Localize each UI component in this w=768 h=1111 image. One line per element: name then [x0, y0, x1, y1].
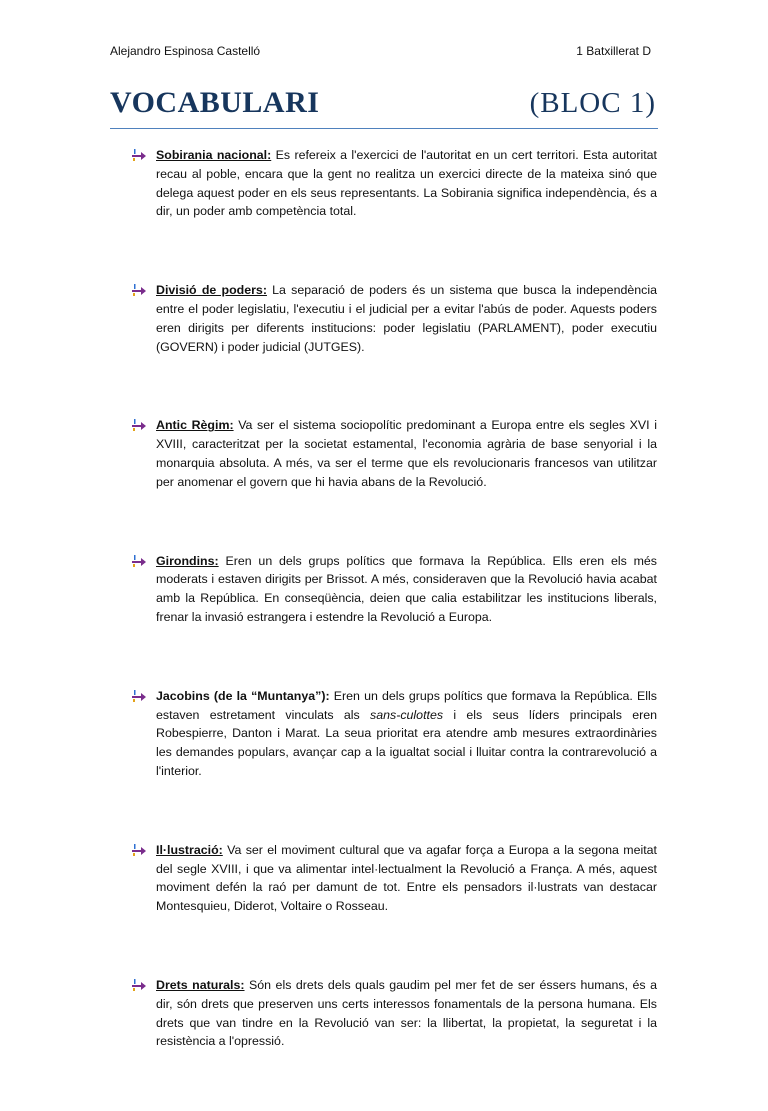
- arrow-bullet-icon: [132, 979, 146, 991]
- vocabulary-list: [156, 146, 657, 1111]
- entry-term: Antic Règim:: [156, 418, 234, 433]
- vocabulary-entry: [156, 552, 657, 627]
- arrow-bullet-icon: [132, 555, 146, 567]
- entry-definition: La separació de poders és un sistema que busca la independència entre el poder legislatiu, l'executiu i el judicial per a evitar l'abús de poder. Aquests poders eren dirigits per diferents institucions: poder legislatiu (PARLAMENT), poder executiu (GOVERN) i poder judicial (JUTGES).: [156, 283, 657, 354]
- entry-term: Sobirania nacional:: [156, 148, 272, 162]
- vocabulary-entry: [156, 687, 657, 781]
- entry-term: Jacobins (de la “Muntanya”):: [156, 688, 330, 703]
- entry-definition: Eren un dels grups polítics que formava la República. Ells estaven estretament vinculats als: [156, 688, 657, 722]
- vocabulary-entry: [156, 281, 657, 356]
- vocabulary-entry: [156, 416, 657, 491]
- arrow-bullet-icon: [132, 844, 146, 856]
- entry-definition: Es refereix a l'exercici de l'autoritat en un cert territori. Esta autoritat recau al poble, encara que la gent no realitza un exercici directe de la mateixa sinó que delega aquest poder en els seus representants. La Sobirania significa independència, és a dir, un poder amb competència total.: [156, 148, 658, 219]
- arrow-bullet-icon: [132, 284, 146, 296]
- entry-term: Divisió de poders:: [156, 283, 267, 298]
- entry-definition: Va ser el sistema sociopolític predominant a Europa entre els segles XVI i XVIII, caracteritzat per la societat estamental, l'economia agrària de base senyorial i la monarquia absoluta. A més, va ser el terme que els revolucionaris francesos van utilitzar per anomenar el govern que hi havia abans de la Revolució.: [156, 418, 657, 489]
- entry-definition: Són els drets dels quals gaudim pel mer fet de ser éssers humans, és a dir, són drets que preserven uns certs interessos fonamentals de la persona humana. Els drets que van tindre en la Revolució van ser: la llibertat, la propietat, la seguretat i la resistència a l'opressió.: [156, 977, 658, 1049]
- course-label: 1 Batxillerat D: [576, 44, 651, 58]
- arrow-bullet-icon: [132, 149, 146, 161]
- bloc-label: (BLOC 1): [529, 87, 656, 119]
- arrow-bullet-icon: [132, 419, 146, 431]
- title-row: [110, 86, 656, 126]
- title-underline: [110, 128, 658, 129]
- vocabulary-entry: [156, 841, 657, 916]
- author-name: Alejandro Espinosa Castelló: [110, 44, 261, 58]
- entry-term: Drets naturals:: [156, 977, 245, 992]
- entry-definition-rest: i els seus líders principals eren Robespierre, Danton i Marat. La seua prioritat era atendre amb mesures extraordinàries les demandes populars, avançar cap a la igualtat social i lluitar contra la contrarevolució a l'interior.: [156, 707, 658, 778]
- entry-term: Girondins:: [156, 553, 219, 568]
- vocabulary-entry: [156, 976, 657, 1051]
- arrow-bullet-icon: [132, 690, 146, 702]
- entry-definition: Eren un dels grups polítics que formava la República. Ells eren els més moderats i estaven dirigits per Brissot. A més, consideraven que la Revolució havia acabat amb la República. En conseqüència, deien que calia estabilitzar les institucions liberals, frenar la invasió estrangera i estendre la Revolució a Europa.: [156, 553, 657, 624]
- entry-term: Il·lustració:: [156, 842, 223, 857]
- entry-definition-italic: sans-culottes: [370, 707, 444, 722]
- entry-definition: Va ser el moviment cultural que va agafar força a Europa a la segona meitat del segle XVIII, i que va alimentar intel·lectualment la Revolució a França. A més, aquest moviment defén la raó per damunt de tot. Entre els pensadors il·lustrats van destacar Montesquieu, Diderot, Voltaire o Rosseau.: [156, 842, 657, 914]
- page-title: VOCABULARI: [110, 86, 320, 119]
- page-header: [110, 44, 651, 58]
- vocabulary-entry: [156, 146, 657, 221]
